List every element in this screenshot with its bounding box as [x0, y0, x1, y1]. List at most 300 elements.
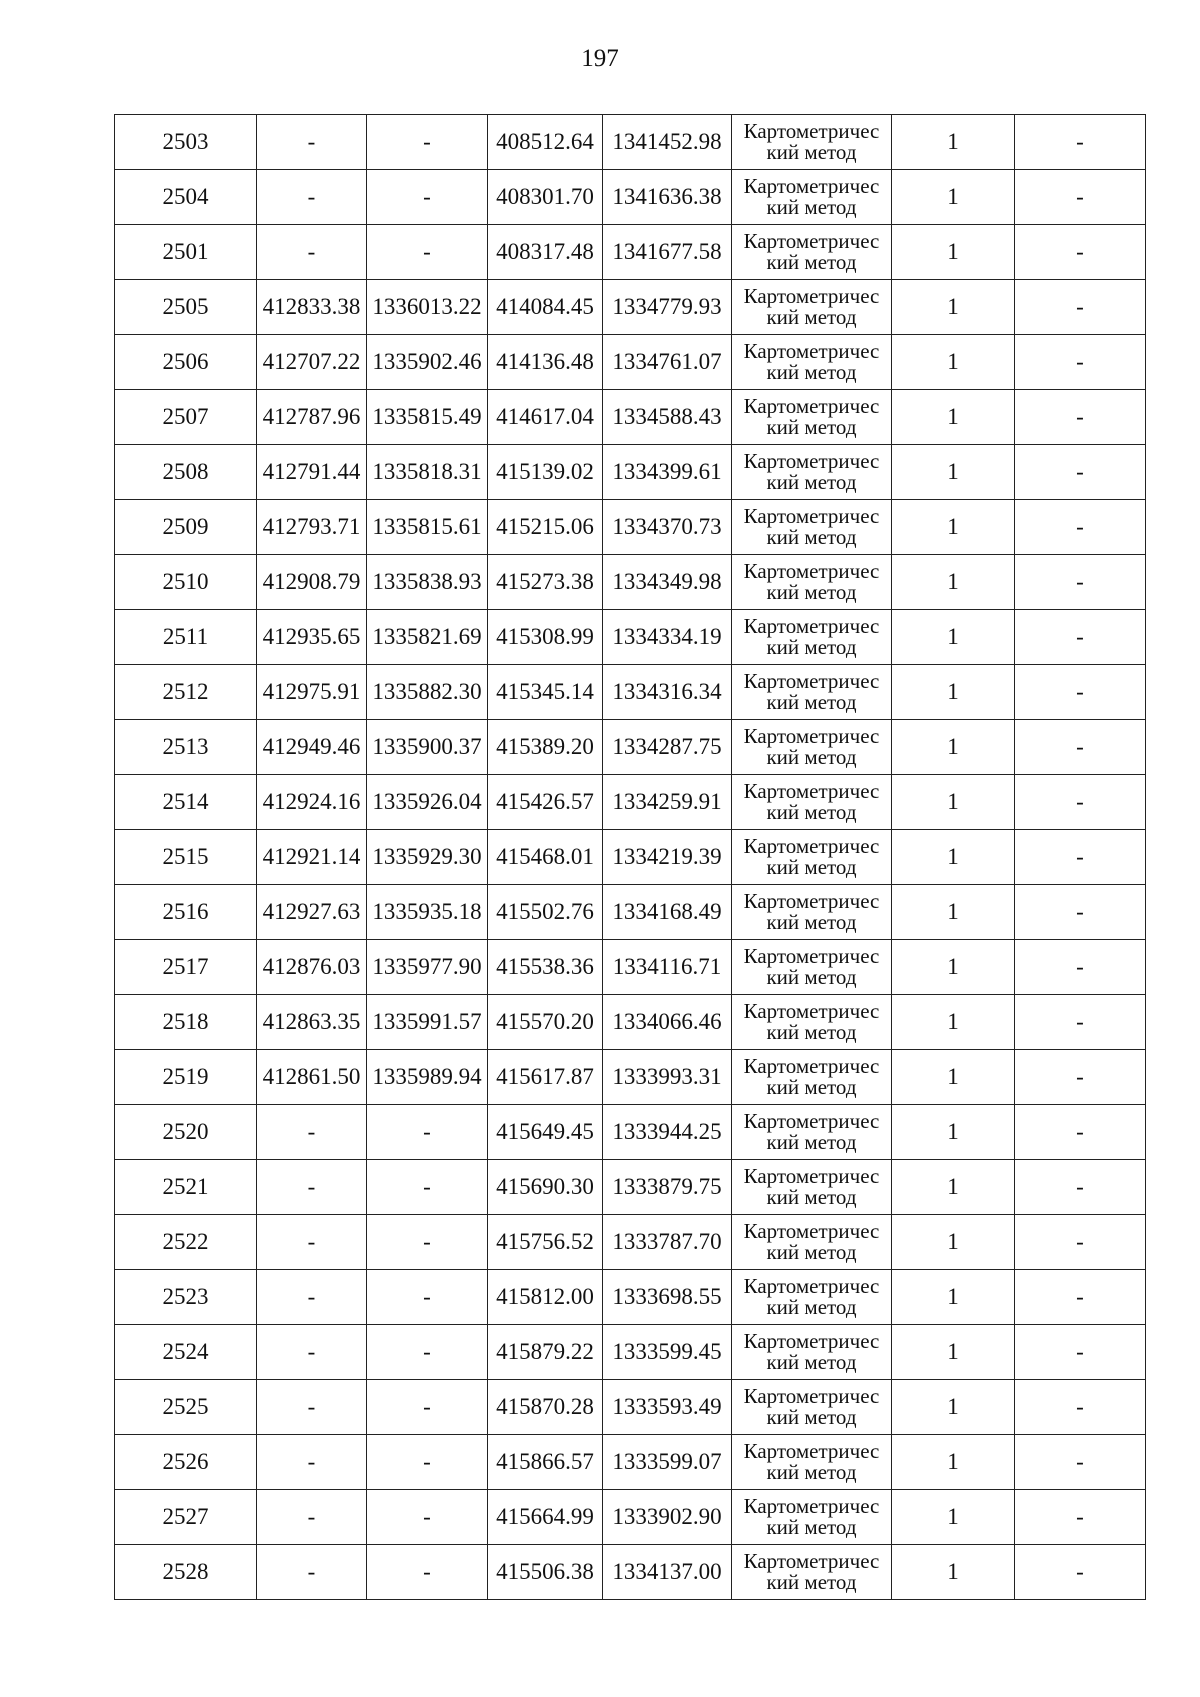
table-row: [115, 1435, 1146, 1490]
y-new-cell: 1333787.70: [603, 1215, 732, 1270]
point-number-cell: 2515: [115, 830, 257, 885]
method-cell: [732, 1380, 892, 1435]
x-new-cell: 415139.02: [488, 445, 603, 500]
method-cell: [732, 1325, 892, 1380]
table-row: [115, 390, 1146, 445]
x-new-cell: 415866.57: [488, 1435, 603, 1490]
accuracy-cell: 1: [892, 1270, 1015, 1325]
y-new-cell: 1334334.19: [603, 610, 732, 665]
note-cell: -: [1015, 445, 1146, 500]
point-number-cell: 2510: [115, 555, 257, 610]
y-new-cell: 1334399.61: [603, 445, 732, 500]
table-row: [115, 1160, 1146, 1215]
method-text-line2: кий метод: [766, 1569, 857, 1594]
x-old-cell: 412787.96: [257, 390, 367, 445]
table-row: [115, 1545, 1146, 1600]
table-row: [115, 445, 1146, 500]
page-number: 197: [581, 45, 619, 72]
x-new-cell: 415468.01: [488, 830, 603, 885]
x-new-cell: 415273.38: [488, 555, 603, 610]
x-old-cell: -: [257, 1160, 367, 1215]
x-old-cell: -: [257, 1380, 367, 1435]
y-old-cell: -: [367, 225, 488, 280]
table-row: [115, 665, 1146, 720]
method-cell: [732, 885, 892, 940]
x-old-cell: 412921.14: [257, 830, 367, 885]
method-text-line2: кий метод: [766, 579, 857, 604]
point-number-cell: 2519: [115, 1050, 257, 1105]
point-number-cell: 2518: [115, 995, 257, 1050]
note-cell: -: [1015, 1160, 1146, 1215]
y-old-cell: 1335838.93: [367, 555, 488, 610]
x-new-cell: 415879.22: [488, 1325, 603, 1380]
accuracy-cell: 1: [892, 555, 1015, 610]
method-cell: [732, 390, 892, 445]
table-row: [115, 995, 1146, 1050]
x-old-cell: -: [257, 1435, 367, 1490]
method-text-line2: кий метод: [766, 469, 857, 494]
y-old-cell: 1335977.90: [367, 940, 488, 995]
x-new-cell: 415389.20: [488, 720, 603, 775]
x-new-cell: 415664.99: [488, 1490, 603, 1545]
method-text-line2: кий метод: [766, 854, 857, 879]
method-text-line1: Картометричес: [743, 393, 880, 418]
method-text-line1: Картометричес: [743, 613, 880, 638]
table-row: [115, 115, 1146, 170]
coordinates-table: [114, 114, 1146, 1600]
method-text-line2: кий метод: [766, 1349, 857, 1374]
y-old-cell: -: [367, 1545, 488, 1600]
x-new-cell: 415502.76: [488, 885, 603, 940]
x-old-cell: -: [257, 1325, 367, 1380]
x-new-cell: 415756.52: [488, 1215, 603, 1270]
y-new-cell: 1334116.71: [603, 940, 732, 995]
method-text-line1: Картометричес: [743, 1108, 880, 1133]
y-new-cell: 1333593.49: [603, 1380, 732, 1435]
note-cell: -: [1015, 1105, 1146, 1160]
x-old-cell: -: [257, 1215, 367, 1270]
method-cell: [732, 335, 892, 390]
method-text-line1: Картометричес: [743, 1438, 880, 1463]
note-cell: -: [1015, 1215, 1146, 1270]
method-text-line2: кий метод: [766, 1459, 857, 1484]
accuracy-cell: 1: [892, 500, 1015, 555]
accuracy-cell: 1: [892, 115, 1015, 170]
y-new-cell: 1341636.38: [603, 170, 732, 225]
method-text-line2: кий метод: [766, 1184, 857, 1209]
accuracy-cell: 1: [892, 1160, 1015, 1215]
method-text-line2: кий метод: [766, 799, 857, 824]
table-row: [115, 280, 1146, 335]
method-text-line2: кий метод: [766, 1514, 857, 1539]
y-old-cell: -: [367, 170, 488, 225]
method-cell: [732, 665, 892, 720]
method-cell: [732, 170, 892, 225]
point-number-cell: 2527: [115, 1490, 257, 1545]
accuracy-cell: 1: [892, 1325, 1015, 1380]
table-row: [115, 1215, 1146, 1270]
x-new-cell: 415690.30: [488, 1160, 603, 1215]
method-text-line1: Картометричес: [743, 1163, 880, 1188]
accuracy-cell: 1: [892, 1215, 1015, 1270]
x-old-cell: -: [257, 1105, 367, 1160]
accuracy-cell: 1: [892, 170, 1015, 225]
method-text-line2: кий метод: [766, 304, 857, 329]
method-cell: [732, 1105, 892, 1160]
x-old-cell: 412935.65: [257, 610, 367, 665]
x-new-cell: 414136.48: [488, 335, 603, 390]
table-row: [115, 555, 1146, 610]
method-cell: [732, 940, 892, 995]
table-row: [115, 225, 1146, 280]
x-old-cell: -: [257, 1490, 367, 1545]
x-old-cell: 412876.03: [257, 940, 367, 995]
method-cell: [732, 830, 892, 885]
method-text-line1: Картометричес: [743, 668, 880, 693]
note-cell: -: [1015, 555, 1146, 610]
y-old-cell: 1335902.46: [367, 335, 488, 390]
method-text-line1: Картометричес: [743, 1273, 880, 1298]
method-text-line2: кий метод: [766, 964, 857, 989]
table-row: [115, 1380, 1146, 1435]
note-cell: -: [1015, 1435, 1146, 1490]
method-text-line2: кий метод: [766, 1074, 857, 1099]
accuracy-cell: 1: [892, 720, 1015, 775]
point-number-cell: 2525: [115, 1380, 257, 1435]
accuracy-cell: 1: [892, 1105, 1015, 1160]
y-old-cell: 1336013.22: [367, 280, 488, 335]
method-text-line2: кий метод: [766, 1294, 857, 1319]
note-cell: -: [1015, 1490, 1146, 1545]
point-number-cell: 2503: [115, 115, 257, 170]
note-cell: -: [1015, 720, 1146, 775]
method-text-line1: Картометричес: [743, 1218, 880, 1243]
method-cell: [732, 1215, 892, 1270]
x-old-cell: -: [257, 170, 367, 225]
y-new-cell: 1334259.91: [603, 775, 732, 830]
note-cell: -: [1015, 1380, 1146, 1435]
x-old-cell: 412833.38: [257, 280, 367, 335]
method-text-line1: Картометричес: [743, 1383, 880, 1408]
method-text-line1: Картометричес: [743, 558, 880, 583]
method-text-line1: Картометричес: [743, 1053, 880, 1078]
method-text-line2: кий метод: [766, 1019, 857, 1044]
y-new-cell: 1333902.90: [603, 1490, 732, 1545]
method-text-line2: кий метод: [766, 139, 857, 164]
x-old-cell: 412861.50: [257, 1050, 367, 1105]
x-new-cell: 415570.20: [488, 995, 603, 1050]
x-old-cell: 412927.63: [257, 885, 367, 940]
x-old-cell: 412863.35: [257, 995, 367, 1050]
method-text-line2: кий метод: [766, 414, 857, 439]
note-cell: -: [1015, 830, 1146, 885]
accuracy-cell: 1: [892, 280, 1015, 335]
y-new-cell: 1334168.49: [603, 885, 732, 940]
note-cell: -: [1015, 775, 1146, 830]
method-text-line1: Картометричес: [743, 503, 880, 528]
accuracy-cell: 1: [892, 445, 1015, 500]
method-cell: [732, 720, 892, 775]
point-number-cell: 2513: [115, 720, 257, 775]
x-old-cell: -: [257, 115, 367, 170]
accuracy-cell: 1: [892, 390, 1015, 445]
table-row: [115, 885, 1146, 940]
x-new-cell: 415506.38: [488, 1545, 603, 1600]
x-new-cell: 415308.99: [488, 610, 603, 665]
note-cell: -: [1015, 390, 1146, 445]
point-number-cell: 2501: [115, 225, 257, 280]
accuracy-cell: 1: [892, 1380, 1015, 1435]
method-text-line1: Картометричес: [743, 833, 880, 858]
y-new-cell: 1333993.31: [603, 1050, 732, 1105]
y-new-cell: 1334349.98: [603, 555, 732, 610]
table-row: [115, 1270, 1146, 1325]
note-cell: -: [1015, 225, 1146, 280]
method-cell: [732, 225, 892, 280]
x-old-cell: 412791.44: [257, 445, 367, 500]
method-text-line2: кий метод: [766, 634, 857, 659]
accuracy-cell: 1: [892, 940, 1015, 995]
y-old-cell: 1335989.94: [367, 1050, 488, 1105]
point-number-cell: 2521: [115, 1160, 257, 1215]
point-number-cell: 2514: [115, 775, 257, 830]
x-old-cell: -: [257, 1270, 367, 1325]
y-new-cell: 1334779.93: [603, 280, 732, 335]
method-cell: [732, 1545, 892, 1600]
accuracy-cell: 1: [892, 775, 1015, 830]
x-new-cell: 415426.57: [488, 775, 603, 830]
y-old-cell: 1335991.57: [367, 995, 488, 1050]
accuracy-cell: 1: [892, 1050, 1015, 1105]
method-cell: [732, 1160, 892, 1215]
x-new-cell: 408301.70: [488, 170, 603, 225]
note-cell: -: [1015, 665, 1146, 720]
y-new-cell: 1333698.55: [603, 1270, 732, 1325]
point-number-cell: 2528: [115, 1545, 257, 1600]
note-cell: -: [1015, 170, 1146, 225]
accuracy-cell: 1: [892, 995, 1015, 1050]
method-text-line2: кий метод: [766, 524, 857, 549]
x-old-cell: 412924.16: [257, 775, 367, 830]
note-cell: -: [1015, 1270, 1146, 1325]
y-old-cell: -: [367, 1325, 488, 1380]
note-cell: -: [1015, 885, 1146, 940]
accuracy-cell: 1: [892, 830, 1015, 885]
note-cell: -: [1015, 940, 1146, 995]
point-number-cell: 2504: [115, 170, 257, 225]
point-number-cell: 2506: [115, 335, 257, 390]
point-number-cell: 2522: [115, 1215, 257, 1270]
method-cell: [732, 775, 892, 830]
x-new-cell: 414084.45: [488, 280, 603, 335]
method-cell: [732, 1490, 892, 1545]
y-new-cell: 1334066.46: [603, 995, 732, 1050]
method-cell: [732, 280, 892, 335]
x-new-cell: 415617.87: [488, 1050, 603, 1105]
x-old-cell: 412793.71: [257, 500, 367, 555]
y-new-cell: 1341452.98: [603, 115, 732, 170]
x-new-cell: 415812.00: [488, 1270, 603, 1325]
table-row: [115, 940, 1146, 995]
y-old-cell: -: [367, 1105, 488, 1160]
note-cell: -: [1015, 1050, 1146, 1105]
x-old-cell: -: [257, 1545, 367, 1600]
method-text-line1: Картометричес: [743, 228, 880, 253]
table-row: [115, 830, 1146, 885]
method-text-line2: кий метод: [766, 744, 857, 769]
y-old-cell: 1335815.49: [367, 390, 488, 445]
table-row: [115, 1050, 1146, 1105]
table-row: [115, 610, 1146, 665]
method-cell: [732, 1050, 892, 1105]
method-text-line1: Картометричес: [743, 888, 880, 913]
x-old-cell: 412975.91: [257, 665, 367, 720]
point-number-cell: 2507: [115, 390, 257, 445]
note-cell: -: [1015, 280, 1146, 335]
method-cell: [732, 115, 892, 170]
x-new-cell: 415538.36: [488, 940, 603, 995]
method-text-line2: кий метод: [766, 1404, 857, 1429]
accuracy-cell: 1: [892, 610, 1015, 665]
accuracy-cell: 1: [892, 885, 1015, 940]
method-text-line2: кий метод: [766, 909, 857, 934]
y-old-cell: 1335935.18: [367, 885, 488, 940]
note-cell: -: [1015, 500, 1146, 555]
x-new-cell: 414617.04: [488, 390, 603, 445]
note-cell: -: [1015, 115, 1146, 170]
y-new-cell: 1334137.00: [603, 1545, 732, 1600]
point-number-cell: 2511: [115, 610, 257, 665]
table-row: [115, 1490, 1146, 1545]
y-old-cell: -: [367, 1270, 488, 1325]
accuracy-cell: 1: [892, 665, 1015, 720]
y-old-cell: 1335821.69: [367, 610, 488, 665]
table-row: [115, 170, 1146, 225]
point-number-cell: 2508: [115, 445, 257, 500]
y-old-cell: 1335882.30: [367, 665, 488, 720]
table-body: [115, 115, 1146, 1600]
method-text-line2: кий метод: [766, 194, 857, 219]
method-text-line2: кий метод: [766, 359, 857, 384]
y-new-cell: 1333944.25: [603, 1105, 732, 1160]
note-cell: -: [1015, 995, 1146, 1050]
y-old-cell: -: [367, 115, 488, 170]
x-new-cell: 415215.06: [488, 500, 603, 555]
accuracy-cell: 1: [892, 1545, 1015, 1600]
y-old-cell: 1335815.61: [367, 500, 488, 555]
y-old-cell: -: [367, 1490, 488, 1545]
x-new-cell: 415870.28: [488, 1380, 603, 1435]
method-text-line1: Картометричес: [743, 173, 880, 198]
table-row: [115, 775, 1146, 830]
y-old-cell: 1335926.04: [367, 775, 488, 830]
method-text-line2: кий метод: [766, 689, 857, 714]
y-old-cell: -: [367, 1160, 488, 1215]
method-text-line1: Картометричес: [743, 998, 880, 1023]
x-new-cell: 415345.14: [488, 665, 603, 720]
x-old-cell: 412707.22: [257, 335, 367, 390]
y-new-cell: 1334761.07: [603, 335, 732, 390]
method-text-line1: Картометричес: [743, 1328, 880, 1353]
y-old-cell: -: [367, 1215, 488, 1270]
note-cell: -: [1015, 610, 1146, 665]
table-row: [115, 1325, 1146, 1380]
point-number-cell: 2524: [115, 1325, 257, 1380]
x-new-cell: 408317.48: [488, 225, 603, 280]
table-row: [115, 335, 1146, 390]
method-text-line1: Картометричес: [743, 778, 880, 803]
method-text-line1: Картометричес: [743, 448, 880, 473]
y-new-cell: 1333599.45: [603, 1325, 732, 1380]
x-old-cell: -: [257, 225, 367, 280]
y-new-cell: 1341677.58: [603, 225, 732, 280]
accuracy-cell: 1: [892, 225, 1015, 280]
y-new-cell: 1333879.75: [603, 1160, 732, 1215]
point-number-cell: 2526: [115, 1435, 257, 1490]
method-text-line1: Картометричес: [743, 338, 880, 363]
point-number-cell: 2512: [115, 665, 257, 720]
method-text-line2: кий метод: [766, 249, 857, 274]
method-cell: [732, 445, 892, 500]
x-new-cell: 415649.45: [488, 1105, 603, 1160]
y-old-cell: 1335900.37: [367, 720, 488, 775]
point-number-cell: 2517: [115, 940, 257, 995]
note-cell: -: [1015, 335, 1146, 390]
method-cell: [732, 555, 892, 610]
method-text-line2: кий метод: [766, 1239, 857, 1264]
method-cell: [732, 1435, 892, 1490]
point-number-cell: 2520: [115, 1105, 257, 1160]
method-cell: [732, 500, 892, 555]
note-cell: -: [1015, 1545, 1146, 1600]
method-cell: [732, 995, 892, 1050]
accuracy-cell: 1: [892, 1490, 1015, 1545]
point-number-cell: 2509: [115, 500, 257, 555]
x-new-cell: 408512.64: [488, 115, 603, 170]
y-new-cell: 1334588.43: [603, 390, 732, 445]
method-text-line1: Картометричес: [743, 943, 880, 968]
note-cell: -: [1015, 1325, 1146, 1380]
method-text-line2: кий метод: [766, 1129, 857, 1154]
method-cell: [732, 610, 892, 665]
method-text-line1: Картометричес: [743, 1548, 880, 1573]
point-number-cell: 2505: [115, 280, 257, 335]
method-text-line1: Картометричес: [743, 118, 880, 143]
y-new-cell: 1334287.75: [603, 720, 732, 775]
point-number-cell: 2523: [115, 1270, 257, 1325]
table-row: [115, 500, 1146, 555]
method-text-line1: Картометричес: [743, 283, 880, 308]
y-old-cell: -: [367, 1380, 488, 1435]
y-old-cell: -: [367, 1435, 488, 1490]
y-new-cell: 1334370.73: [603, 500, 732, 555]
y-new-cell: 1334219.39: [603, 830, 732, 885]
y-new-cell: 1333599.07: [603, 1435, 732, 1490]
accuracy-cell: 1: [892, 1435, 1015, 1490]
method-cell: [732, 1270, 892, 1325]
x-old-cell: 412908.79: [257, 555, 367, 610]
y-new-cell: 1334316.34: [603, 665, 732, 720]
method-text-line1: Картометричес: [743, 1493, 880, 1518]
method-text-line1: Картометричес: [743, 723, 880, 748]
point-number-cell: 2516: [115, 885, 257, 940]
table-row: [115, 720, 1146, 775]
x-old-cell: 412949.46: [257, 720, 367, 775]
accuracy-cell: 1: [892, 335, 1015, 390]
y-old-cell: 1335818.31: [367, 445, 488, 500]
y-old-cell: 1335929.30: [367, 830, 488, 885]
table-row: [115, 1105, 1146, 1160]
